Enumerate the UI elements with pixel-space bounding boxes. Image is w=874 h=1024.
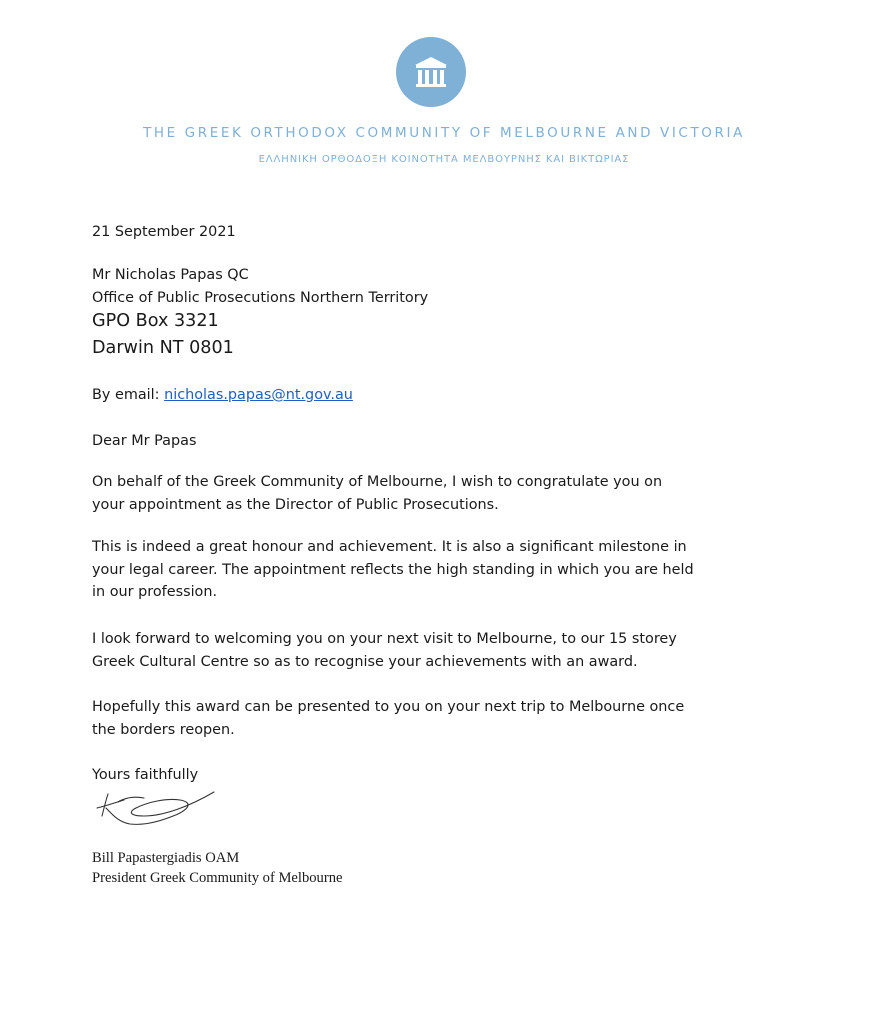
body-paragraph-4	[92, 696, 732, 741]
paragraph-line: in our profession.	[92, 584, 218, 600]
paragraph-line: This is indeed a great honour and achievement. It is also a significant milestone in	[92, 539, 687, 555]
recipient-address-line-1: GPO Box 3321	[92, 311, 219, 331]
salutation: Dear Mr Papas	[92, 433, 197, 449]
paragraph-line: your legal career. The appointment reflects the high standing in which you are held	[92, 561, 694, 578]
handwritten-signature-icon	[94, 786, 220, 828]
paragraph-line: Hopefully this award can be presented to you on your next trip to Melbourne once	[92, 699, 685, 715]
recipient-name: Mr Nicholas Papas QC	[92, 267, 249, 283]
organisation-name-english: THE GREEK ORTHODOX COMMUNITY OF MELBOURNE AND VICTORIA	[143, 125, 745, 141]
paragraph-line: Greek Cultural Centre so as to recognise your achievements with an award.	[92, 653, 638, 670]
paragraph-line: your appointment as the Director of Public Prosecutions.	[92, 496, 499, 513]
body-paragraph-3	[92, 628, 732, 673]
email-link[interactable]: nicholas.papas@nt.gov.au	[164, 387, 353, 403]
email-line	[92, 384, 353, 407]
closing: Yours faithfully	[92, 767, 199, 783]
paragraph-line: On behalf of the Greek Community of Melbourne, I wish to congratulate you on	[92, 474, 663, 490]
letter-date: 21 September 2021	[92, 224, 236, 240]
body-paragraph-2	[92, 536, 732, 604]
recipient-office: Office of Public Prosecutions Northern Territory	[92, 290, 429, 306]
email-label: By email:	[92, 387, 165, 403]
signatory-name: Bill Papastergiadis OAM	[92, 850, 240, 866]
paragraph-line: I look forward to welcoming you on your next visit to Melbourne, to our 15 storey	[92, 631, 677, 647]
body-paragraph-1	[92, 471, 732, 516]
paragraph-line: the borders reopen.	[92, 721, 235, 738]
signatory-title: President Greek Community of Melbourne	[92, 870, 343, 886]
temple-columns-icon	[396, 37, 466, 107]
organisation-name-greek: ΕΛΛΗΝΙΚΗ ΟΡΘΟΔΟΞΗ ΚΟΙΝΟΤΗΤΑ ΜΕΛΒΟΥΡΝΗΣ ΚΑΙ ΒΙΚΤΩΡΙΑΣ	[258, 154, 630, 165]
recipient-address-line-2: Darwin NT 0801	[92, 338, 234, 358]
